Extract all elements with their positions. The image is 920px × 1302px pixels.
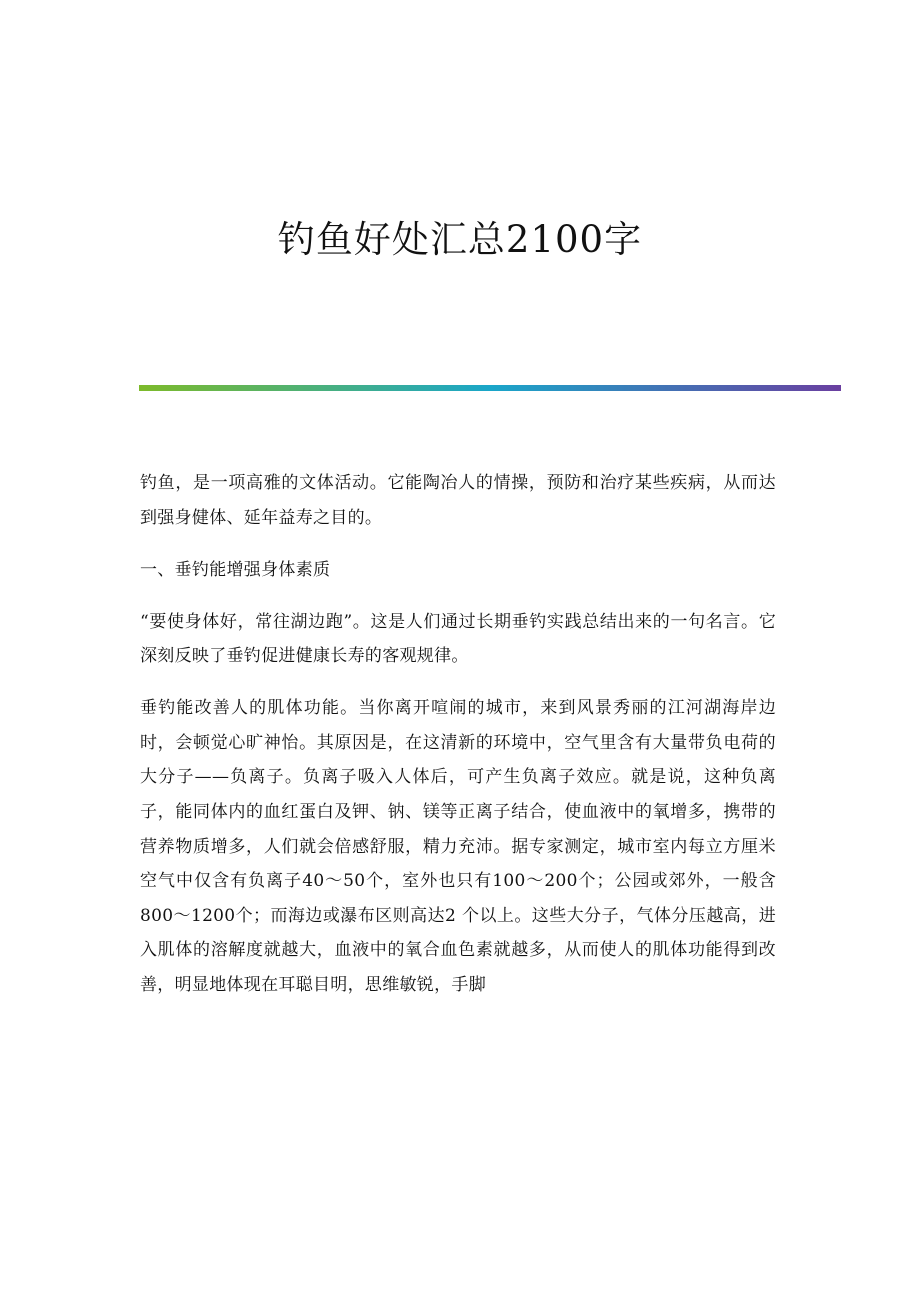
body-paragraph: 垂钓能改善人的肌体功能。当你离开喧闹的城市，来到风景秀丽的江河湖海岸边时，会顿觉心旷神怡。其原因是，在这清新的环境中，空气里含有大量带负电荷的大分子——负离子。负离子吸入人体后，可产生负离子效应。就是说，这种负离子，能同体内的血红蛋白及钾、钠、镁等正离子结合，使血液中的氧增多，携带的营养物质增多，人们就会倍感舒服，精力充沛。据专家测定，城市室内每立方厘米空气中仅含有负离子40～50个，室外也只有100～200个；公园或郊外，一般含800～1200个；而海边或瀑布区则高达2 个以上。这些大分子，气体分压越高，进入肌体的溶解度就越大，血液中的氧合血色素就越多，从而使人的肌体功能得到改善，明显地体现在耳聪目明，思维敏锐，手脚 (140, 698, 776, 995)
quote-paragraph: “要使身体好，常往湖边跑”。这是人们通过长期垂钓实践总结出来的一句名言。它深刻反映了垂钓促进健康长寿的客观规律。 (140, 611, 776, 667)
document-body (140, 466, 776, 1020)
document-title: 钓鱼好处汇总2100字 (277, 218, 643, 261)
intro-paragraph: 钓鱼，是一项高雅的文体活动。它能陶冶人的情操，预防和治疗某些疾病，从而达到强身健体、延年益寿之目的。 (140, 473, 776, 528)
section-heading: 一、垂钓能增强身体素质 (140, 559, 331, 580)
title-divider (139, 385, 841, 391)
divider-bar (139, 385, 841, 391)
